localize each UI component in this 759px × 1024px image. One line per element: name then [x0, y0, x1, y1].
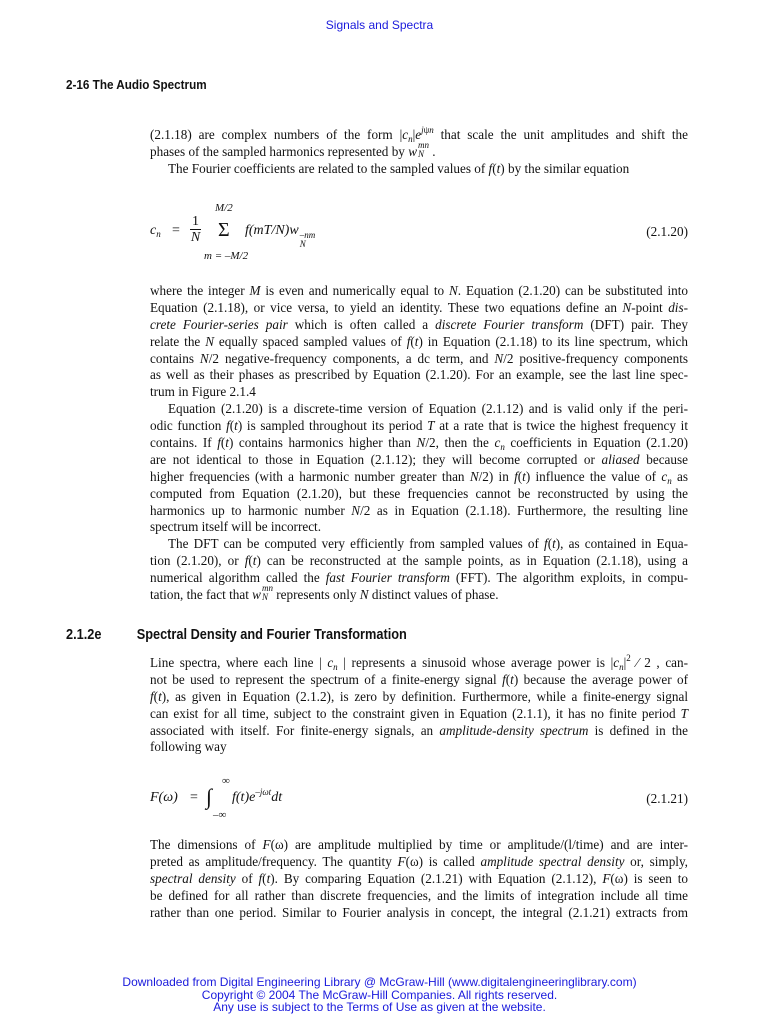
equation-number: (2.1.21) — [646, 791, 688, 806]
eq2-lhs: F(ω) — [150, 790, 178, 805]
text-line: be defined for all rather than discrete frequencies, and the limits of integration include all time — [150, 887, 688, 903]
eq2-upper: ∞ — [222, 775, 230, 787]
chapter-heading: 2-16 The Audio Spectrum — [66, 77, 207, 92]
text-line: relate the N equally spaced sampled values of f(t) in Equation (2.1.18) to its line spectrum, which — [150, 333, 688, 349]
footer-download-link[interactable]: Downloaded from Digital Engineering Library @ McGraw-Hill (www.digitalengineeringlibrary.com) — [122, 975, 637, 989]
footer-notice — [0, 976, 759, 1014]
eq-lhs: c — [150, 223, 157, 238]
text-line: tion (2.1.20), or f(t) can be reconstructed at the sample points, as in Equation (2.1.18), using a — [150, 553, 688, 569]
eq-body-sub: N — [299, 239, 306, 249]
sum-symbol: Σ — [218, 219, 230, 241]
section-number: 2.1.2e — [66, 627, 102, 643]
eq2-tail: dt — [271, 790, 283, 805]
eq-numerator: 1 — [192, 214, 199, 229]
text-line: following way — [150, 739, 227, 755]
text-line: Equation (2.1.20) is a discrete-time version of Equation (2.1.12) and is valid only if the peri- — [168, 401, 688, 417]
text-line: not be used to represent the spectrum of a finite-energy signal f(t) because the average power of — [150, 671, 688, 687]
text-line: associated with itself. For finite-energy signals, an amplitude-density spectrum is defined in the — [150, 722, 688, 738]
eq2-sup: –jωt — [255, 787, 272, 797]
text-line: computed from Equation (2.1.20), but these frequencies cannot be reconstructed by using the — [150, 485, 688, 501]
running-header: Signals and Spectra — [325, 18, 434, 32]
eq2-body: f(t)e — [232, 790, 256, 805]
eq-sum-lower: m = –M/2 — [204, 250, 249, 262]
text-block-spectral-density — [150, 655, 688, 756]
text-block-dft — [150, 283, 688, 604]
eq-fraction — [190, 214, 201, 245]
eq-sum-upper: M/2 — [215, 202, 233, 214]
text-line: where the integer M is even and numerically equal to N. Equation (2.1.20) can be substituted into — [150, 283, 688, 298]
text-line: spectral density of f(t). By comparing Equation (2.1.21) with Equation (2.1.12), F(ω) is seen to — [150, 870, 688, 886]
text-line: are not identical to those in Equation (2.1.12); they will become corrupted or aliased because — [150, 451, 688, 467]
text-line: contains. If f(t) contains harmonics higher than N/2, then the $c_n$ coefficients in Equation (2.1.20) — [150, 435, 689, 453]
text-line: harmonics up to harmonic number N/2 as in Equation (2.1.18). Furthermore, the resulting line — [150, 502, 688, 518]
text-line: f(t), as given in Equation (2.1.2), is zero by definition. Furthermore, while a finite-energy signal — [150, 688, 688, 704]
text-line: spectrum itself will be incorrect. — [150, 519, 322, 535]
text-line: numerical algorithm called the fast Fourier transform (FFT). The algorithm exploits, in compu- — [150, 570, 689, 586]
text-line: Equation (2.1.18), or vice versa, to yield an identity. These two equations define an N-point dis- — [150, 299, 688, 315]
text-line: trum in Figure 2.1.4 — [150, 384, 256, 400]
section-heading — [66, 627, 407, 643]
text-line: preted as amplitude/frequency. The quantity F(ω) is called amplitude spectral density or, simply, — [150, 853, 688, 869]
eq-lhs-sub: n — [156, 229, 161, 239]
integral-symbol: ∫ — [206, 784, 213, 809]
equation-2-1-20 — [150, 200, 688, 264]
text-line: The dimensions of F(ω) are amplitude multiplied by time or amplitude/(l/time) and are inter- — [150, 837, 688, 852]
eq2-equals: = — [190, 790, 198, 805]
text-line: crete Fourier-series pair which is often called a discrete Fourier transform (DFT) pair. They — [150, 316, 688, 332]
eq-body-sup: –nm — [299, 230, 316, 240]
eq-body: f(mT/N)w — [245, 223, 299, 238]
footer-terms: Any use is subject to the Terms of Use as given at the website. — [213, 1000, 546, 1014]
text-line: The DFT can be computed very efficiently from sampled values of f(t), as contained in Equa- — [168, 536, 688, 552]
text-line: tation, the fact that w mn N represents only N distinct values of phase. — [150, 583, 499, 603]
equation-number: (2.1.20) — [646, 224, 688, 239]
text-line: odic function f(t) is sampled throughout its period T at a rate that is twice the highest frequency it — [150, 418, 689, 434]
eq2-lower: –∞ — [213, 809, 227, 821]
footer-copyright: Copyright © 2004 The McGraw-Hill Companies. All rights reserved. — [201, 987, 558, 1002]
text-line: as well as their phases as prescribed by Equation (2.1.20). For an example, see the last line spec- — [150, 367, 688, 383]
text-line: The Fourier coefficients are related to the sampled values of f(t) by the similar equation — [168, 160, 630, 176]
eq-equals: = — [172, 223, 180, 238]
text-line: Line spectra, where each line | $c_n$ | represents a sinusoid whose average power is $|c_n|^2$ ⁄ 2 , can- — [150, 653, 689, 672]
text-line: can exist for all time, subject to the constraint given in Equation (2.1.1), it has no finite period T — [150, 705, 688, 721]
text-line: rather than one period. Similar to Fourier analysis in concept, the integral (2.1.21) extracts from — [150, 904, 688, 920]
text-block-dimensions — [150, 837, 688, 921]
equation-2-1-21 — [150, 775, 688, 825]
section-title: Spectral Density and Fourier Transformation — [136, 627, 407, 643]
text-line: higher frequencies (with a harmonic number greater than N/2) in f(t) influence the value of $c_n$ as — [150, 468, 689, 486]
text-line: (2.1.18) are complex numbers of the form $|c_n|e^{j\psi n}$ that scale the unit amplitudes and shift the — [150, 125, 688, 144]
text-line: contains N/2 negative-frequency components, a dc term, and N/2 positive-frequency components — [150, 350, 688, 366]
text-line: phases of the sampled harmonics represented by w mn N . — [150, 139, 436, 159]
text-block-intro — [150, 127, 688, 178]
eq-denominator: N — [190, 230, 201, 245]
